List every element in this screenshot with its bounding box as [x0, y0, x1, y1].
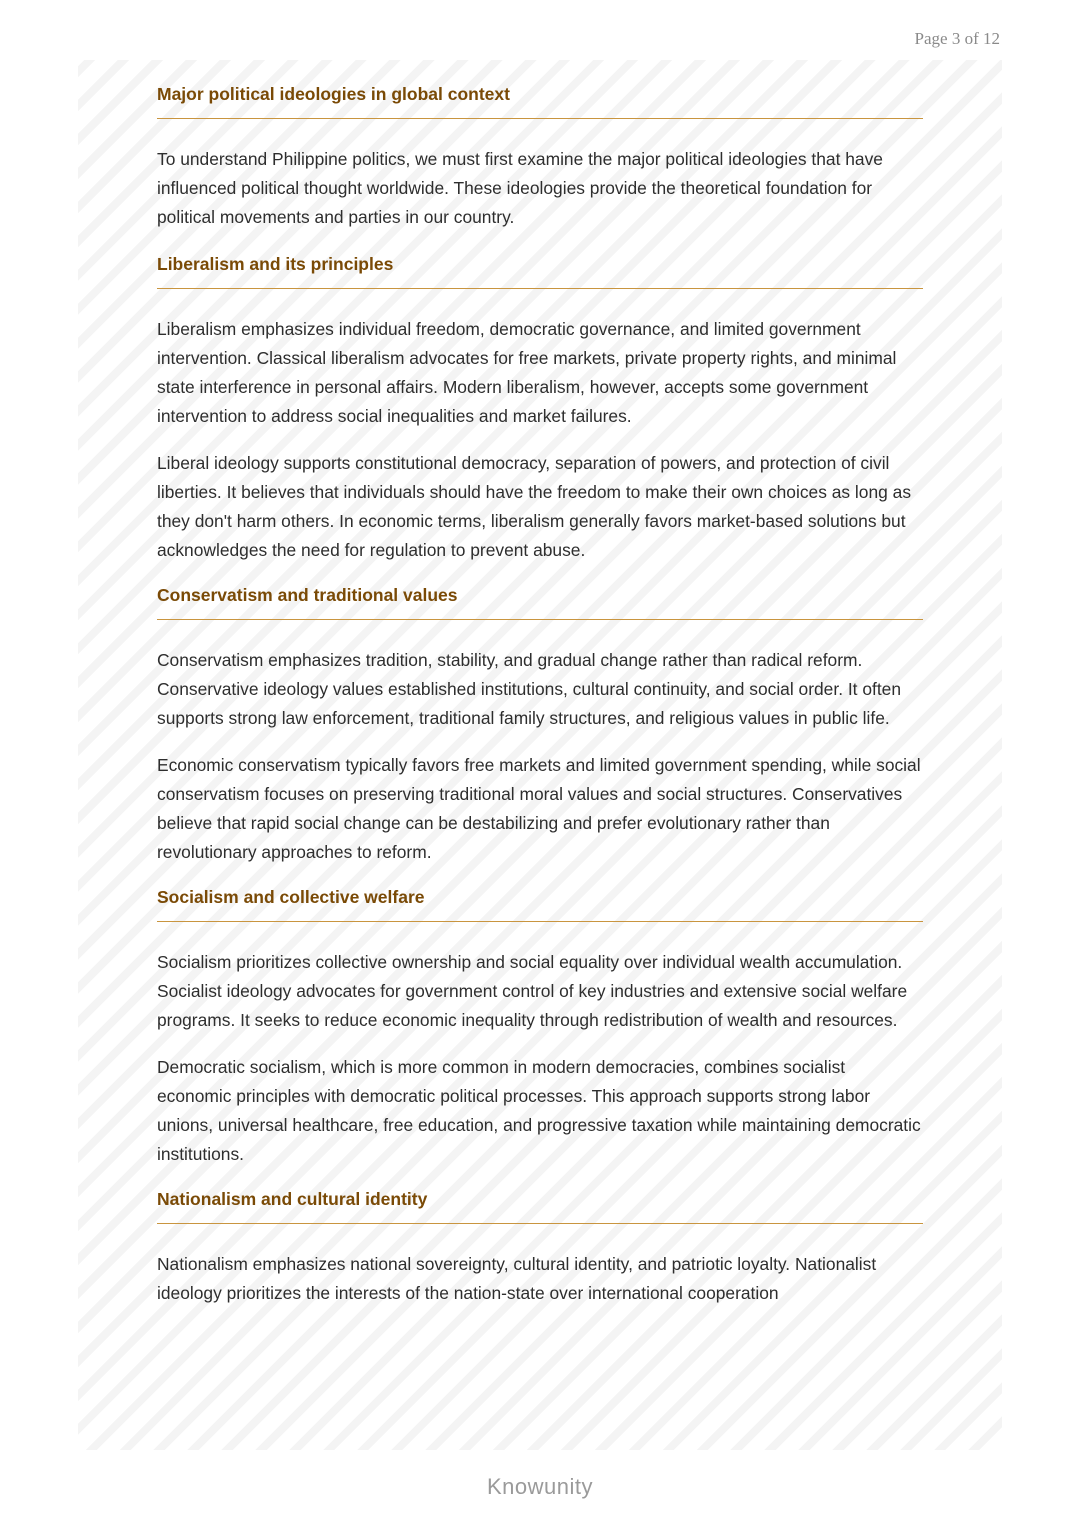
paragraph: Conservatism emphasizes tradition, stability, and gradual change rather than radical reform. Conservative ideology values established institutions, cultural continuity, and social order. It often supports strong law enforcement, traditional family structures, and religious values in public life. — [157, 650, 902, 728]
section-body — [157, 922, 923, 1169]
paragraph: Liberalism emphasizes individual freedom, democratic governance, and limited government intervention. Classical liberalism advocates for free markets, private property rights, and minimal state interference in personal affairs. Modern liberalism, however, accepts some government intervention to address social inequalities and market failures. — [157, 319, 897, 426]
paragraph: Nationalism emphasizes national sovereignty, cultural identity, and patriotic loyalty. Nationalist ideology prioritizes the interests of the nation-state over international cooperation — [157, 1254, 877, 1303]
footer-brand-logo: Knowunity — [486, 1474, 593, 1499]
section-liberalism — [157, 252, 923, 565]
section-body — [157, 289, 923, 565]
section-heading: Major political ideologies in global context — [157, 82, 923, 119]
section-nationalism — [157, 1187, 923, 1308]
section-heading: Socialism and collective welfare — [157, 885, 923, 922]
section-major-ideologies — [157, 82, 923, 232]
page-indicator: Page 3 of 12 — [914, 29, 1000, 48]
section-body — [157, 1224, 923, 1308]
section-body — [157, 620, 923, 867]
paragraph: Democratic socialism, which is more common in modern democracies, combines socialist economic principles with democratic political processes. This approach supports strong labor unions, universal healthcare, free education, and progressive taxation while maintaining democratic institutions. — [157, 1057, 921, 1164]
paragraph: Socialism prioritizes collective ownership and social equality over individual wealth accumulation. Socialist ideology advocates for government control of key industries and extensive social welfare programs. It seeks to reduce economic inequality through redistribution of wealth and resources. — [157, 952, 908, 1030]
document-content — [157, 82, 923, 1326]
section-conservatism — [157, 583, 923, 867]
paragraph: To understand Philippine politics, we must first examine the major political ideologies that have influenced political thought worldwide. These ideologies provide the theoretical foundation for political movements and parties in our country. — [157, 149, 883, 227]
section-heading: Conservatism and traditional values — [157, 583, 923, 620]
section-heading: Liberalism and its principles — [157, 252, 923, 289]
paragraph: Liberal ideology supports constitutional democracy, separation of powers, and protection of civil liberties. It believes that individuals should have the freedom to make their own choices as long as they don't harm others. In economic terms, liberalism generally favors market-based solutions but acknowledges the need for regulation to prevent abuse. — [157, 453, 912, 560]
paragraph: Economic conservatism typically favors free markets and limited government spending, while social conservatism focuses on preserving traditional moral values and social structures. Conservatives believe that rapid social change can be destabilizing and prefer evolutionary rather than revolutionary approaches to reform. — [157, 755, 921, 862]
section-socialism — [157, 885, 923, 1169]
section-heading: Nationalism and cultural identity — [157, 1187, 923, 1224]
section-body — [157, 119, 923, 232]
